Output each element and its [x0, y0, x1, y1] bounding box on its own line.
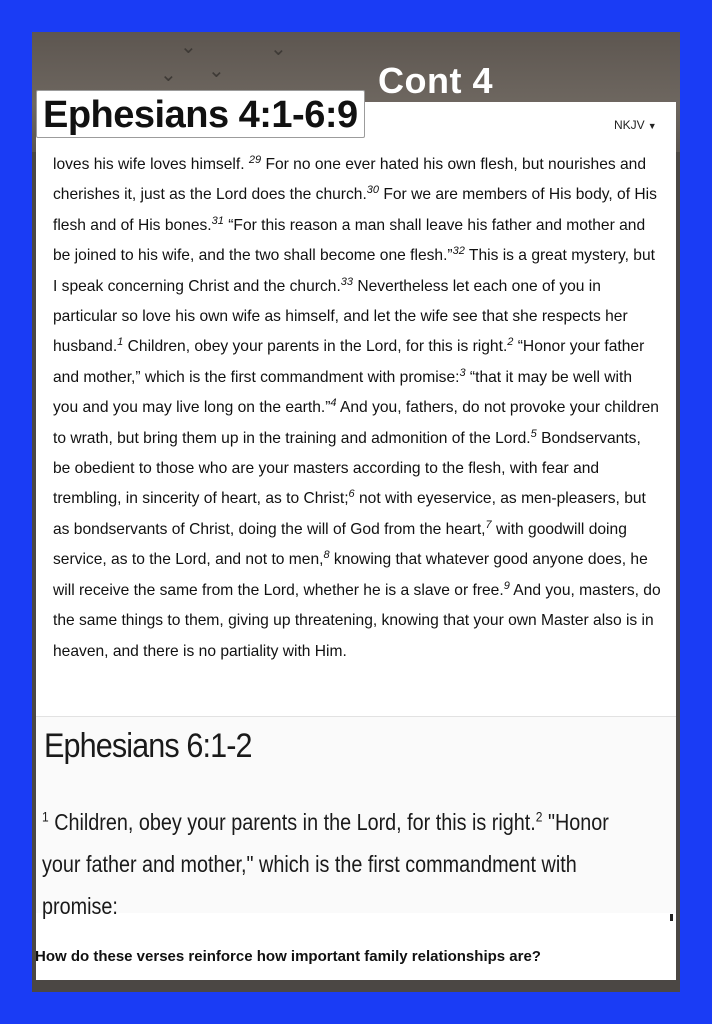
- verse-text: “that it may be well with you and you may live long on the earth.”: [53, 368, 632, 417]
- passage-lead: loves his wife loves himself.: [53, 156, 245, 173]
- version-selector[interactable]: [614, 118, 657, 132]
- bird-icon: ⌄: [160, 62, 177, 86]
- verse-number: 33: [340, 275, 354, 288]
- scrollbar-thumb[interactable]: [670, 914, 673, 921]
- verse-number: 9: [503, 579, 510, 592]
- verse-number: 1: [117, 336, 124, 349]
- highlight-title: Ephesians 6:1-2: [44, 727, 252, 765]
- verse-number: 1: [42, 808, 49, 825]
- verse-number: 8: [323, 549, 330, 562]
- bird-icon: ⌄: [270, 36, 287, 60]
- verse-number: 2: [535, 808, 543, 825]
- verse-text: “For this reason a man shall leave his father and mother and be joined to his wife, and the two shall become one flesh.”: [53, 216, 646, 265]
- bottom-bar: [32, 980, 680, 992]
- bird-icon: ⌄: [180, 34, 197, 58]
- version-label: NKJV: [614, 118, 645, 132]
- verse-text: knowing that whatever good anyone does, he will receive the same from the Lord, whether he is a slave or free.: [53, 551, 648, 599]
- caret-down-icon: ▼: [647, 121, 657, 131]
- passage-title: Ephesians 4:1-6:9: [43, 94, 358, 136]
- verse-number: 5: [530, 427, 537, 440]
- verse-text: “Honor your father and mother,” which is the first commandment with promise:: [53, 338, 645, 386]
- verse-number: 30: [366, 184, 380, 197]
- verse-text: Nevertheless let each one of you in particular so love his own wife as himself, and let the wife see that she respects her husband.: [53, 277, 628, 356]
- verse-number: 29: [248, 153, 262, 166]
- bird-icon: ⌄: [208, 58, 225, 82]
- continuation-title: Cont 4: [378, 60, 493, 101]
- verse-number: 32: [452, 245, 465, 258]
- passage-title-box: [36, 90, 365, 138]
- slide-frame: [32, 32, 680, 992]
- verse-number: 2: [507, 336, 514, 349]
- verse-text: "Honor your father and mother," which is the first commandment with promise:: [42, 809, 609, 919]
- verse-text: Bondservants, be obedient to those who are your masters according to the flesh, with fear and trembling, in sincerity of heart, as to Christ;: [53, 429, 641, 508]
- discussion-question: How do these verses reinforce how important family relationships are?: [35, 948, 541, 965]
- verse-text: For we are members of His body, of His flesh and of His bones.: [53, 186, 657, 234]
- verse-number: 6: [348, 488, 355, 501]
- verse-number: 7: [485, 518, 492, 531]
- highlight-box: [36, 716, 676, 919]
- verse-number: 31: [211, 214, 224, 227]
- verse-text: not with eyeservice, as men-pleasers, but as bondservants of Christ, doing the will of God from the heart,: [53, 490, 646, 538]
- passage-text: [53, 150, 661, 667]
- verse-text: And you, masters, do the same things to them, giving up threatening, knowing that your own Master also is in heaven, and there is no partiality with Him.: [53, 581, 661, 660]
- verse-text: Children, obey your parents in the Lord, for this is right.: [48, 809, 536, 835]
- verse-number: 3: [459, 366, 466, 379]
- verse-text: Children, obey your parents in the Lord, for this is right.: [123, 338, 508, 356]
- verse-text: This is a great mystery, but I speak concerning Christ and the church.: [53, 247, 655, 295]
- verse-text: And you, fathers, do not provoke your children to wrath, but bring them up in the training and admonition of the Lord.: [53, 399, 659, 447]
- verse-number: 4: [330, 397, 337, 410]
- verse-text: with goodwill doing service, as to the Lord, and not to men,: [53, 520, 627, 569]
- highlight-text: [42, 801, 644, 927]
- verse-text: For no one ever hated his own flesh, but nourishes and cherishes it, just as the Lord does the church.: [53, 156, 647, 204]
